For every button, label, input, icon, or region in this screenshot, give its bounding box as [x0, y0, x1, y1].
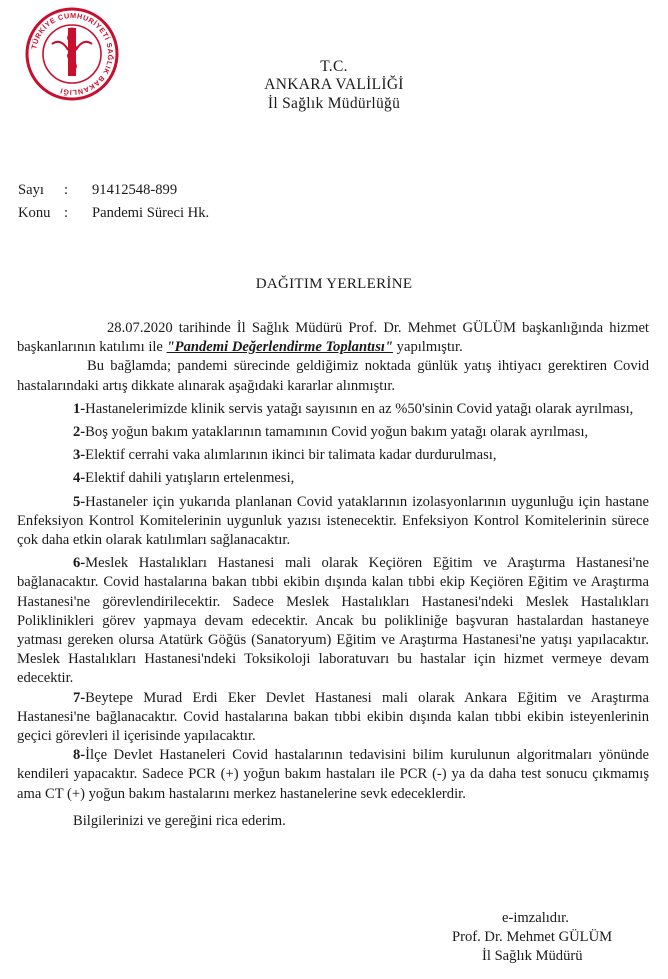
meeting-title: "Pandemi Değerlendirme Toplantısı": [166, 339, 394, 356]
sayi-colon: :: [64, 182, 69, 198]
decision-item-7: 7-Beytepe Murad Erdi Eker Devlet Hastanesi mali olarak Ankara Eğitim ve Araştırma Hastanesi'ne bağlanacaktır. Covid hastalarına bakan tıbbi ekibin dışında kalan tıbbi ekibin isteyenlerinin geçici görevleri il içerisinde yapılacaktır.: [17, 689, 649, 745]
sayi-label: Sayı: [18, 182, 44, 198]
decision-item-5: 5-Hastaneler için yukarıda planlanan Covid yataklarının izolasyonlarının uygunluğu için hastane Enfeksiyon Kontrol Komitelerinin uygunluk yazısı istenecektir. Enfeksiyon Kontrol Komitelerinin sürece çok daha etkin olarak katılımları sağlanacaktır.: [17, 493, 649, 549]
konu-value: Pandemi Süreci Hk.: [92, 205, 210, 221]
header-mudurluk: İl Sağlık Müdürlüğü: [267, 95, 401, 112]
intro-text-post: yapılmıştır.: [393, 339, 463, 356]
signer-title: İl Sağlık Müdürü: [482, 948, 583, 964]
distribution-heading: DAĞITIM YERLERİNE: [255, 276, 413, 292]
closing-line: Bilgilerinizi ve gereğini rica ederim.: [73, 812, 286, 829]
header-tc: T.C.: [320, 58, 348, 75]
header-valilik: ANKARA VALİLİĞİ: [264, 76, 404, 93]
letter-body: [17, 319, 649, 831]
intro-text-pre: 28.07.2020 tarihinde İl Sağlık Müdürü Prof. Dr. Mehmet GÜLÜM başkanlığında hizmet başkanlarının katılımı ile: [17, 320, 649, 356]
seal-ring-text: TÜRKİYE CUMHURİYETİ SAĞLIK BAKANLIĞI: [29, 10, 116, 98]
e-signed-label: e-imzalıdır.: [502, 910, 569, 926]
intro-paragraph-1: [17, 319, 649, 357]
decision-item-8: 8-İlçe Devlet Hastaneleri Covid hastalarının tedavisini bilim kurulunun algoritmaları yönünde kendileri yapacaktır. Sadece PCR (+) yoğun bakım hastaları ile PCR (-) ya da daha test sonucu çıkmamış ama CT (+) yoğun bakım hastalarını merkez hastanelerine sevk edeceklerdir.: [17, 747, 649, 802]
decision-item-4: 4-Elektif dahili yatışların ertelenmesi,: [73, 470, 295, 487]
sayi-row: [18, 182, 177, 199]
intro-paragraph-2: Bu bağlamda; pandemi sürecinde geldiğimiz noktada günlük yatış ihtiyacı gerektiren Covid hastalarındaki artış dikkate alınarak aşağıdaki kararlar alınmıştır.: [17, 358, 649, 394]
konu-colon: :: [64, 205, 69, 221]
decision-item-6: 6-Meslek Hastalıkları Hastanesi mali olarak Keçiören Eğitim ve Araştırma Hastanesi'ne bağlanacaktır. Covid hastalarına bakan tıbbi ekibin dışında kalan tıbbi ekip Keçiören Eğitim ve Araştırma Hastanesi'ne görevlendirilecektir. Sadece Meslek Hastalıkları Hastanesi'ndeki Meslek Hastalıkları Poliklinikleri görev yapmaya devam edecektir. Ancak bu polikliniğe başvuran hastalardan hastaneye yatması gereken olursa Atatürk Göğüs (Sanatoryum) Eğitim ve Araştırma Hastanesi'ne yatışı yapılacaktır. Meslek Hastalıkları Hastanesi'ndeki Toksikoloji laboratuvarı bu hastalar için hizmet vermeye devam edecektir.: [17, 555, 649, 687]
sayi-value: 91412548-899: [92, 182, 178, 198]
konu-row: [18, 205, 209, 222]
decision-item-2: 2-Boş yoğun bakım yataklarının tamamının Covid yoğun bakım yatağı olarak ayrılması,: [73, 424, 589, 441]
konu-label: Konu: [18, 205, 51, 221]
decision-item-3: 3-Elektif cerrahi vaka alımlarının ikinci bir talimata kadar durdurulması,: [73, 447, 497, 464]
decision-item-1: 1-Hastanelerimizde klinik servis yatağı sayısının en az %50'sinin Covid yatağı olarak ayrılması,: [73, 400, 634, 417]
signer-name: Prof. Dr. Mehmet GÜLÜM: [452, 929, 613, 945]
